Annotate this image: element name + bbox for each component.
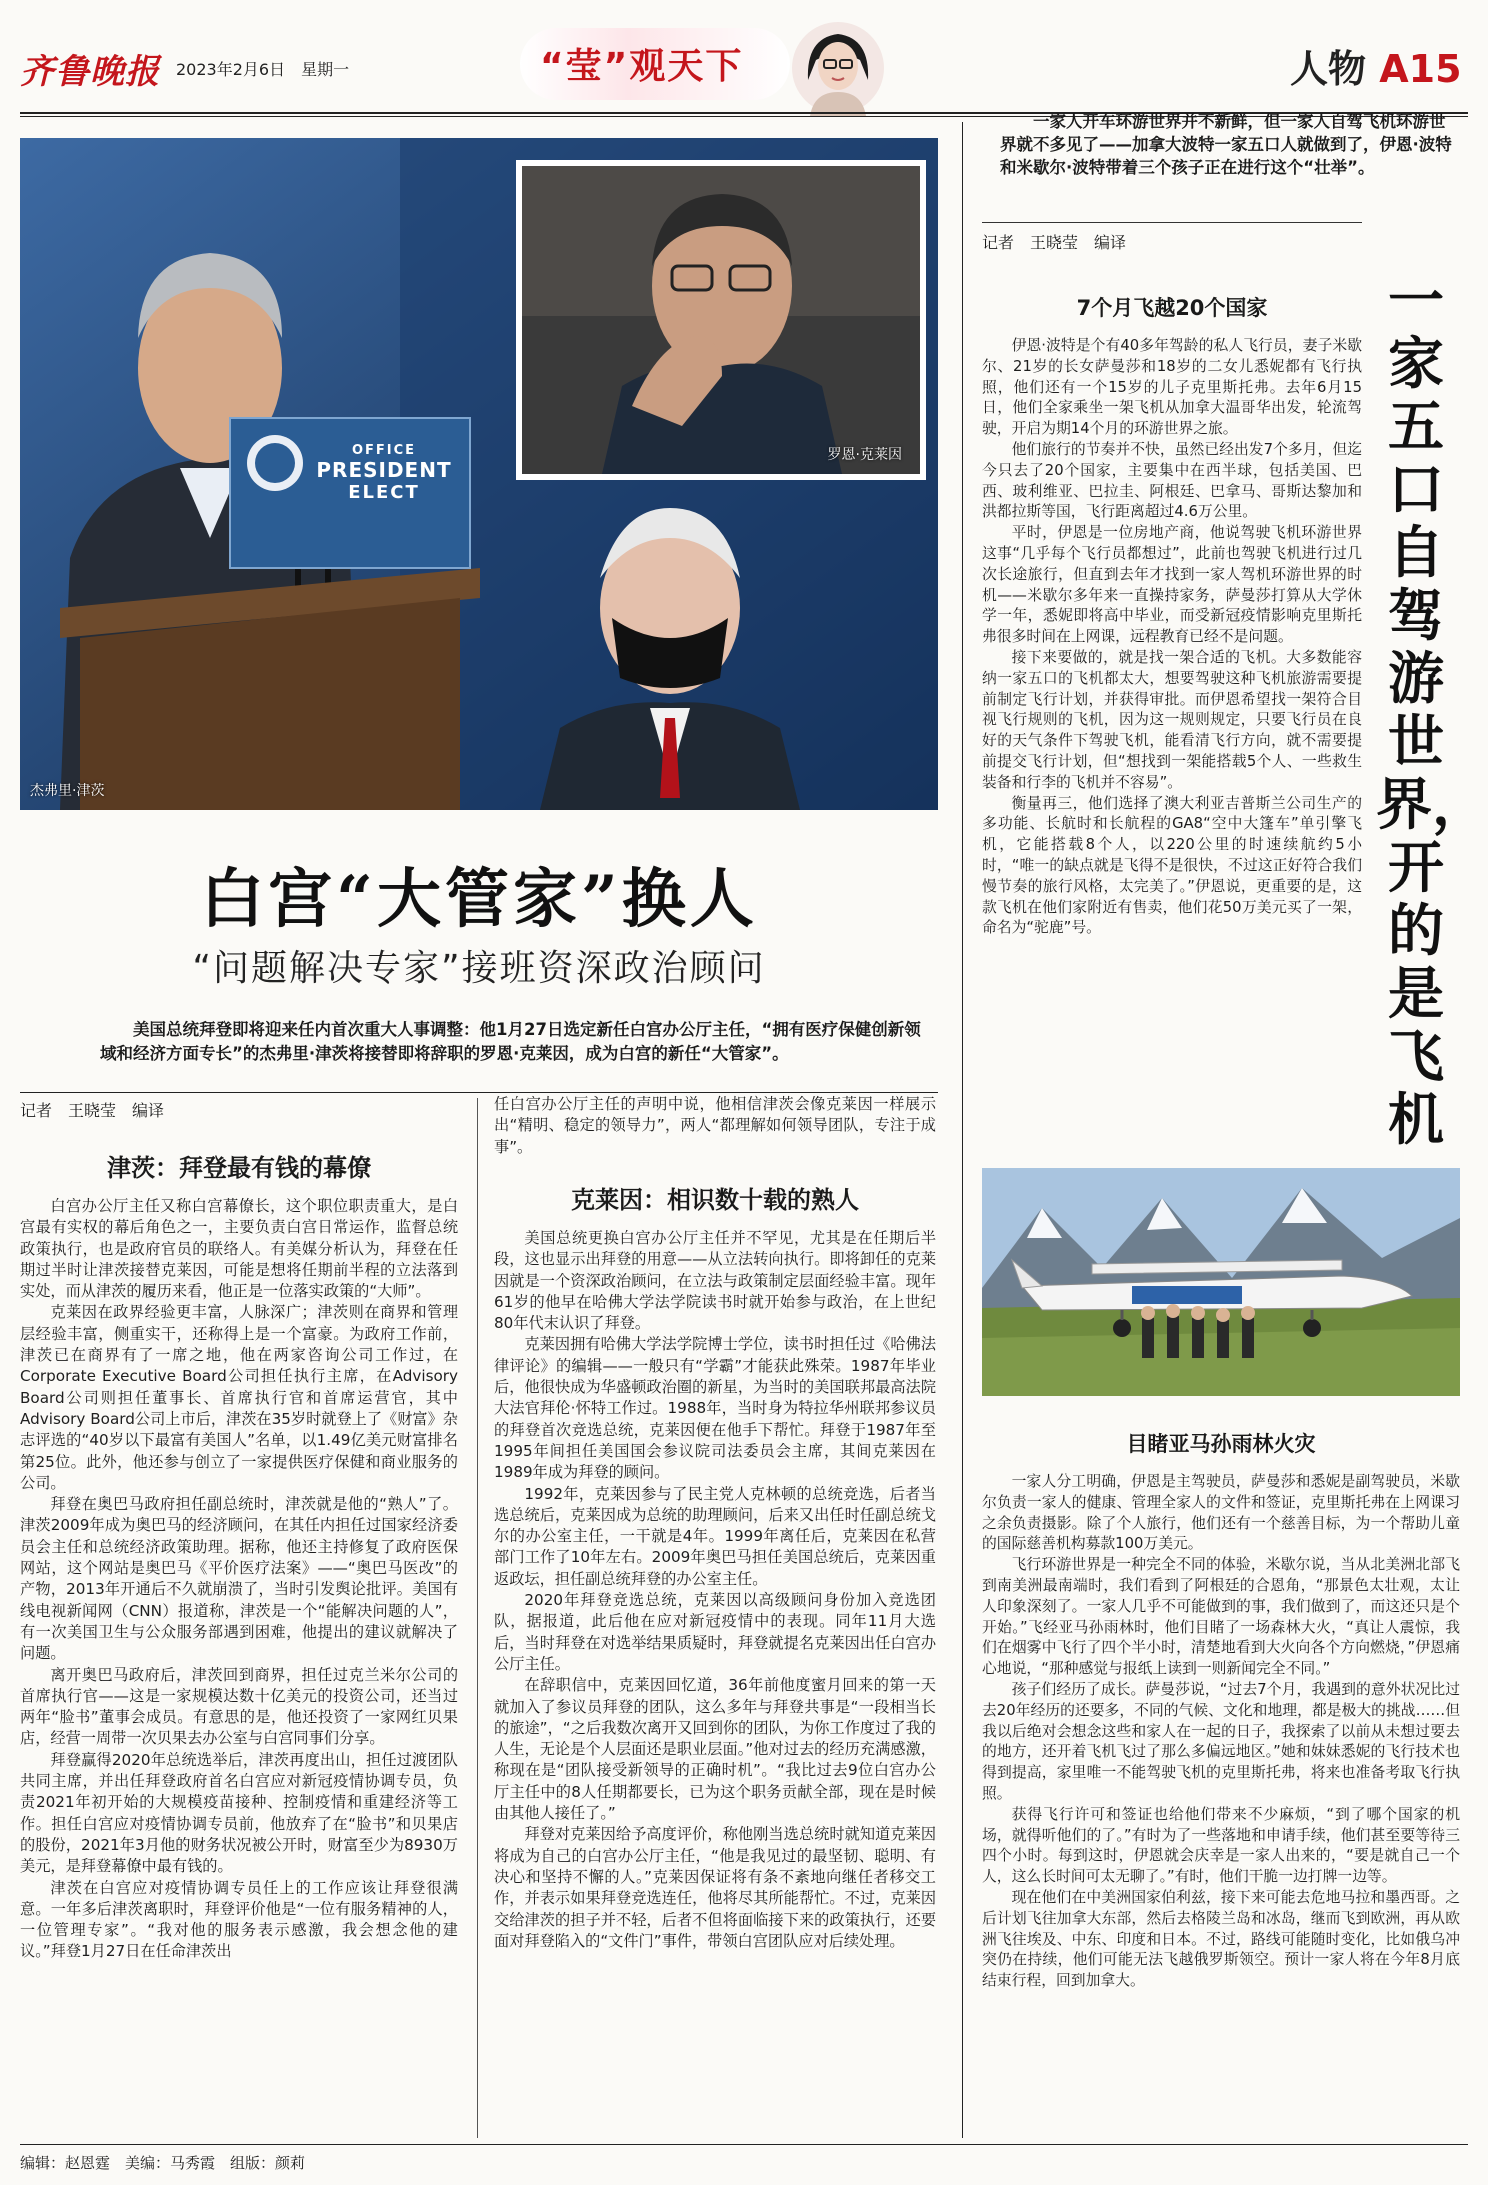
main-photo-caption: 杰弗里·津茨	[30, 783, 105, 799]
paragraph: 克莱因在政界经验更丰富，人脉深广；津茨则在商界和管理层经验丰富，侧重实干，还称得上是一个富豪。为政府工作前，津茨已在商界有了一席之地，他在两家咨询公司工作过，在Corporate Executive Board公司担任执行主席，在Advisory Board公司则担任董事长、首席执行官和首席运营官，其中Advisory Board公司上市后，津茨在35岁时就登上了《财富》杂志评选的“40岁以下最富有美国人”名单，以1.49亿美元财富排名第25位。此外，他还参与创立了一家提供医疗保健和商业服务的公司。	[20, 1303, 458, 1492]
paragraph: 拜登赢得2020年总统选举后，津茨再度出山，担任过渡团队共同主席，并出任拜登政府首名白宫应对新冠疫情协调专员，负责2021年初开始的大规模疫苗接种、控制疫情和重建经济等工作。担任白宫应对疫情协调专员前，他放弃了在“脸书”和贝果店的股份，2021年3月他的财务状况被公开时，财富至少为8930万美元，是拜登幕僚中最有钱的。	[20, 1750, 458, 1876]
side-lead-rule	[982, 222, 1362, 223]
column-rule	[477, 1098, 478, 2138]
paragraph: 在辞职信中，克莱因回忆道，36年前他度蜜月回来的第一天就加入了参议员拜登的团队，这么多年与拜登共事是“一段相当长的旅途”，“之后我数次离开又回到你的团队，为你工作度过了我的人生，无论是个人层面还是职业层面。”他对过去的经历充满感激，称现在是“团队接受新领导的正确时机”。“我比过去9位白宫办公厅主任中的8人任期都要长，已为这个职务贡献全部，现在是时候由其他人接任了。”	[494, 1676, 936, 1823]
podium-sign-line1: OFFICE	[351, 443, 417, 458]
main-lead: 美国总统拜登即将迎来任内首次重大人事调整：他1月27日选定新任白宫办公厅主任，“拥有医疗保健创新领域和经济方面专长”的杰弗里·津茨将接替即将辞职的罗恩·克莱因，成为白宫的新任“大管家”。	[100, 1020, 921, 1063]
paragraph: 美国总统更换白宫办公厅主任并不罕见，尤其是在任期后半段，这也显示出拜登的用意——从立法转向执行。即将卸任的克莱因就是一个资深政治顾问，在立法与政策制定层面经验丰富。现年61岁的他早在哈佛大学法学院读书时就开始参与政治，在上世纪80年代末认识了拜登。	[494, 1229, 936, 1333]
newspaper-logo: 齐鲁晚报	[20, 51, 160, 92]
inset-photo-caption: 罗恩·克莱因	[827, 447, 902, 463]
side-col1-text	[982, 336, 1362, 939]
side-section1-title: 7个月飞越20个国家	[1076, 296, 1268, 320]
side-lead: 一家人开车环游世界并不新鲜，但一家人自驾飞机环游世界就不多见了——加拿大波特一家五口人就做到了，伊恩·波特和米歇尔·波特带着三个孩子正在进行这个“壮举”。	[1000, 112, 1452, 177]
podium-sign-line2: PRESIDENT	[316, 458, 452, 482]
paragraph: 获得飞行许可和签证也给他们带来不少麻烦，“到了哪个国家的机场，就得听他们的了。”有时为了一些落地和申请手续，他们甚至要等待三四个小时。每到这时，伊恩就会庆幸是一家人出来的，“要是就自己一个人，这么长时间可太无聊了。”有时，他们干脆一边打牌一边等。	[982, 1805, 1460, 1886]
side-title: 一家五口自驾游世界，开的是飞机	[1376, 268, 1488, 1153]
section-label	[1290, 38, 1462, 93]
issue-weekday: 星期一	[301, 59, 350, 79]
main-col2-top-text	[494, 1094, 936, 1158]
paragraph: 克莱因拥有哈佛大学法学院博士学位，读书时担任过《哈佛法律评论》的编辑——一般只有“学霸”才能获此殊荣。1987年毕业后，他很快成为华盛顿政治圈的新星，为当时的美国联邦最高法院大法官拜伦·怀特工作过。1988年，当时身为特拉华州联邦参议员的拜登首次竞选总统，克莱因便在他手下帮忙。拜登于1987年至1995年间担任美国国会参议院司法委员会主席，其间克莱因在1989年成为拜登的顾问。	[494, 1335, 936, 1482]
lead-rule	[20, 1092, 938, 1093]
main-col1-text	[20, 1196, 458, 1963]
podium-sign-line3: ELECT	[348, 482, 420, 503]
issue-date: 2023年2月6日	[176, 59, 286, 79]
paragraph: 孩子们经历了成长。萨曼莎说，“过去7个月，我遇到的意外状况比过去20年经历的还要多，不同的气候、文化和地理，都是极大的挑战……但我以后绝对会想念这些和家人在一起的日子，我探索了以前从未想过要去的地方，还开着飞机飞过了那么多偏远地区。”她和妹妹悉妮的飞行技术也得到提高，家里唯一不能驾驶飞机的克里斯托弗，将来也准备考取飞行执照。	[982, 1680, 1460, 1802]
paragraph: 1992年，克莱因参与了民主党人克林顿的总统竞选，后者当选总统后，克莱因成为总统的助理顾问，后来又出任时任副总统戈尔的办公室主任，一干就是4年。1999年离任后，克莱因在私营部门工作了10年左右。2009年奥巴马担任美国总统后，克莱因重返政坛，担任副总统拜登的办公室主任。	[494, 1484, 936, 1588]
section-name: 人物	[1290, 47, 1367, 91]
paragraph: 津茨在白宫应对疫情协调专员任上的工作应该让拜登很满意。一年多后津茨离职时，拜登评价他是“一位有服务精神的人，一位管理专家”。“我对他的服务表示感激，我会想念他的建议。”拜登1月27日在任命津茨出	[20, 1878, 458, 1961]
paragraph: 2020年拜登竞选总统，克莱因以高级顾问身份加入竞选团队，据报道，此后他在应对新冠疫情中的表现。同年11月大选后，当时拜登在对选举结果质疑时，拜登就提名克莱因出任白宫办公厅主任。	[494, 1591, 936, 1673]
paragraph: 一家人分工明确，伊恩是主驾驶员，萨曼莎和悉妮是副驾驶员，米歇尔负责一家人的健康、管理全家人的文件和签证，克里斯托弗在上网课习之余负责摄影。除了个人旅行，他们还有一个慈善目标，为一个帮助儿童的国际慈善机构募款100万美元。	[982, 1473, 1460, 1553]
page-number: A15	[1379, 47, 1462, 91]
main-col2-text	[494, 1228, 936, 1952]
side-col2-text	[982, 1472, 1460, 1992]
main-section2-title: 克莱因：相识数十载的熟人	[571, 1186, 859, 1214]
columnist-portrait	[790, 20, 886, 116]
paragraph: 飞行环游世界是一种完全不同的体验，米歇尔说，当从北美洲北部飞到南美洲最南端时，我们看到了阿根廷的合恩角，“那景色太壮观，太让人印象深刻了。一家人几乎不可能做到的事，我们做到了，而这还只是个开始。”飞经亚马孙雨林时，他们目睹了一场森林大火，“真让人震惊，我们在烟雾中飞行了四个半小时，清楚地看到大火向各个方向燃烧，”伊恩痛心地说，“那种感觉与报纸上读到一则新闻完全不同。”	[982, 1556, 1460, 1678]
main-subhead: “问题解决专家”接班资深政治顾问	[192, 948, 766, 989]
main-section1-title: 津茨：拜登最有钱的幕僚	[107, 1154, 371, 1182]
footer-rule	[20, 2144, 1468, 2145]
paragraph: 现在他们在中美洲国家伯利兹，接下来可能去危地马拉和墨西哥。之后计划飞往加拿大东部，然后去格陵兰岛和冰岛，继而飞到欧洲，再从欧洲飞往埃及、中东、印度和日本。不过，路线可能随时变化，比如俄乌冲突仍在持续，他们可能无法飞越俄罗斯领空。预计一家人将在今年8月底结束行程，回到加拿大。	[982, 1888, 1460, 1990]
paragraph: 任白宫办公厅主任的声明中说，他相信津茨会像克莱因一样展示出“精明、稳定的领导力”，两人“都理解如何领导团队，专注于成事”。	[494, 1095, 936, 1156]
side-byline: 记者 王晓莹 编译	[982, 233, 1127, 252]
paragraph: 接下来要做的，就是找一架合适的飞机。大多数能容纳一家五口的飞机都太大，想要驾驶这种飞机旅游需要提前制定飞行计划，并获得审批。而伊恩希望找一架符合目视飞行规则的飞机，因为这一规则规定，只要飞行员在良好的天气条件下驾驶飞机，能看清飞行方向，就不需要提前提交飞行计划，但“想找到一架能搭载5个人、一些救生装备和行李的飞机并不容易”。	[982, 648, 1362, 791]
paragraph: 离开奥巴马政府后，津茨回到商界，担任过克兰米尔公司的首席执行官——这是一家规模达数十亿美元的投资公司，还当过两年“脸书”董事会成员。有意思的是，他还投资了一家网红贝果店，经营一周带一次贝果去办公室与白宫同事们分享。	[20, 1665, 458, 1748]
article-divider	[962, 122, 963, 2138]
main-headline: 白宫“大管家”换人	[200, 862, 758, 937]
podium-sign	[234, 443, 474, 503]
plane-photo	[982, 1168, 1460, 1396]
inset-photo	[516, 160, 926, 480]
footer-credits: 编辑：赵恩霆 美编：马秀霞 组版：颜莉	[20, 2154, 306, 2172]
paragraph: 他们旅行的节奏并不快，虽然已经出发7个多月，但迄今只去了20个国家，主要集中在西半球，包括美国、巴西、玻利维亚、巴拉圭、阿根廷、巴拿马、哥斯达黎加和洪都拉斯等国，飞行距离超过4.6万公里。	[982, 440, 1362, 521]
paragraph: 拜登对克莱因给予高度评价，称他刚当选总统时就知道克莱因将成为自己的白宫办公厅主任，“他是我见过的最坚韧、聪明、有决心和坚持不懈的人。”克莱因保证将有条不紊地向继任者移交工作，并表示如果拜登竞选连任，他将尽其所能帮忙。不过，克莱因交给津茨的担子并不轻，后者不但将面临接下来的政策执行，还要面对拜登陷入的“文件门”事件，带领白宫团队应对后续处理。	[494, 1825, 936, 1950]
paragraph: 衡量再三，他们选择了澳大利亚吉普斯兰公司生产的多功能、长航时和长航程的GA8“空中大篷车”单引擎飞机，它能搭载8个人，以220公里的时速续航约5小时，“唯一的缺点就是飞得不是很快，不过这正好符合我们慢节奏的旅行风格，太完美了。”伊恩说，更重要的是，这款飞机在他们家附近有售卖，他们花50万美元买了一架，命名为“驼鹿”号。	[982, 794, 1362, 937]
paragraph: 白宫办公厅主任又称白宫幕僚长，这个职位职责重大，是白宫最有实权的幕后角色之一，主要负责白宫日常运作，监督总统政策执行，也是政府官员的联络人。有美媒分析认为，拜登在任期过半时让津茨接替克莱因，可能是想将任期前半程的立法落到实处，而从津茨的履历来看，他正是一位落实政策的“大师”。	[20, 1197, 458, 1301]
main-byline: 记者 王晓莹 编译	[20, 1101, 165, 1120]
side-section2-title: 目睹亚马孙雨林火灾	[1126, 1432, 1316, 1456]
paragraph: 伊恩·波特是个有40多年驾龄的私人飞行员，妻子米歇尔、21岁的长女萨曼莎和18岁的二女儿悉妮都有飞行执照，他们还有一个15岁的儿子克里斯托弗。去年6月15日，他们全家乘坐一架飞机从加拿大温哥华出发，轮流驾驶，开启为期14个月的环游世界之旅。	[982, 337, 1362, 438]
masthead-left	[20, 48, 350, 92]
paragraph: 拜登在奥巴马政府担任副总统时，津茨就是他的“熟人”了。津茨2009年成为奥巴马的经济顾问，在其任内担任过国家经济委员会主任和总统经济政策助理。据称，他还主持修复了政府医保网站，这个网站是奥巴马《平价医疗法案》——“奥巴马医改”的产物，2013年开通后不久就崩溃了，当时引发舆论批评。美国有线电视新闻网（CNN）报道称，津茨是一个“能解决问题的人”，有一次美国卫生与公众服务部遇到困难，他提出的建议就解决了问题。	[20, 1495, 458, 1663]
paragraph: 平时，伊恩是一位房地产商，他说驾驶飞机环游世界这事“几乎每个飞行员都想过”，此前也驾驶飞机进行过几次长途旅行，但直到去年才找到一家人驾机环游世界的时机——米歇尔多年来一直操持家务，萨曼莎打算从大学休学一年，悉妮即将高中毕业，而受新冠疫情影响克里斯托弗很多时间在上网课，远程教育已经不是问题。	[982, 524, 1362, 646]
column-title: “莹”观天下	[540, 46, 744, 87]
